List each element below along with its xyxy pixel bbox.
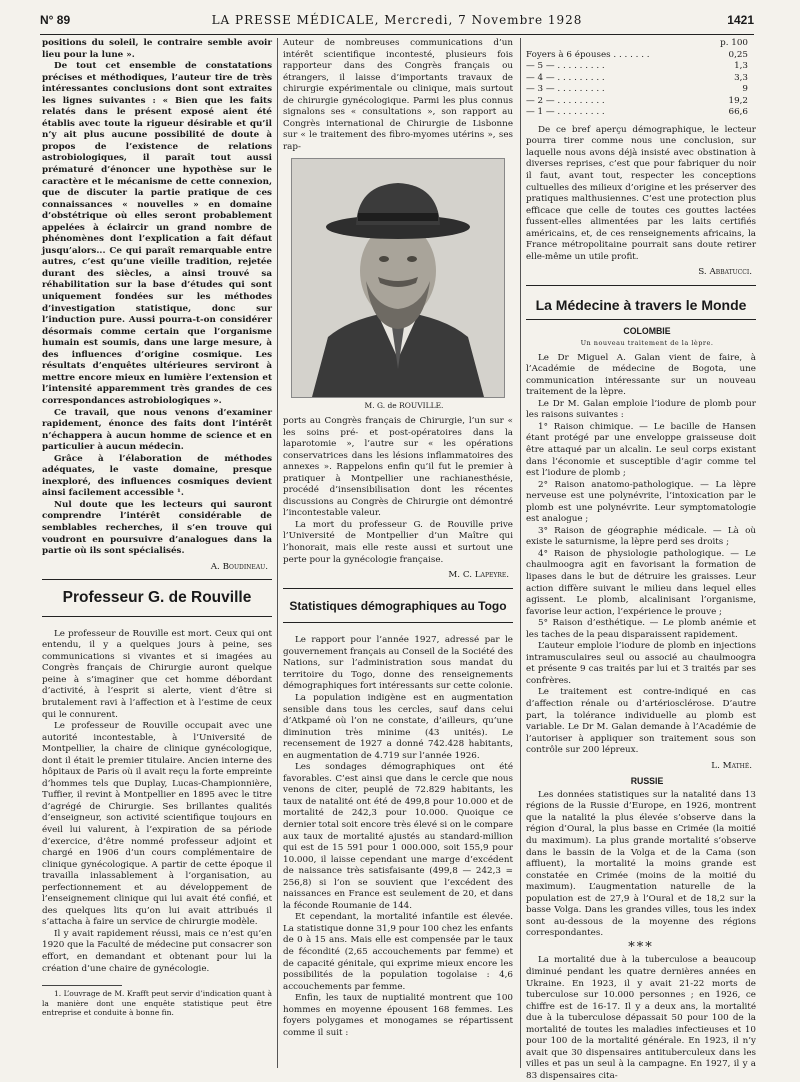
section-divider xyxy=(283,622,513,623)
household-label: Foyers à 6 épouses . . . . . . . xyxy=(526,49,650,60)
section-divider xyxy=(526,319,756,320)
household-value: 1,3 xyxy=(734,61,748,72)
issue-number: N° 89 xyxy=(40,13,71,27)
paragraph: Le Dr Miguel A. Galan vient de faire, à l’Académie de médecine de Bogota, une communication intéressante sur un nouveau traitement de la lèpre. xyxy=(526,352,756,398)
household-value: 66,6 xyxy=(728,107,748,118)
paragraph: La population indigène est en augmentation sensible dans tous les cercles, sauf dans celui d’Atkpamé où l’on ne constate, d’ailleurs, qu’une diminution très minime (43 unités). Le recensement de 1927 a donné 742.428 habitants, en augmentation de 4.719 sur l’année 1926. xyxy=(283,692,513,761)
page-header xyxy=(40,10,754,35)
paragraph: Ce travail, que nous venons d’examiner rapidement, énonce des faits dont l’intérêt n’échappera à aucun homme de science et en particulier à aucun médecin. xyxy=(42,407,272,453)
country-heading: COLOMBIE xyxy=(623,326,671,337)
paragraph: 5° Raison d’esthétique. — Le plomb anémie et les taches de la peau disparaissent rapidement. xyxy=(526,618,756,640)
column-1 xyxy=(42,38,272,1017)
households-table xyxy=(526,50,748,119)
paragraph: La mortalité due à la tuberculose a beaucoup diminué pendant les quatre dernières années en Ukraine. En 1923, il y avait 21-22 morts de tuberculose sur 10.000 personnes ; en 1926, ce chiffre est de 16-17. Il y a deux ans, la mortalité due à la tuberculose dépassait 50 pour 100 de la mortalité de toutes les maladies infectieuses et 10 pour 100 de la mortalité générale. En 1923, il n’y avait que 30 dispensaires antituberculeux dans les villes et pas un seul à la campagne. En 1927, il y a 83 dispensaires cita- xyxy=(526,955,756,1081)
footnote: 1. L’ouvrage de M. Krafft peut servir d’indication quant à la manière dont une enquête statistique peut être entreprise et conduite à bonne fin. xyxy=(42,989,272,1017)
household-label: — 4 — . . . . . . . . . xyxy=(526,72,605,83)
paragraph: Le professeur de Rouville occupait avec une autorité incontestable, à l’Université de Montpellier, la chaire de clinique gynécologique, dont il était le premier titulaire. Ancien interne des hôpitaux de Paris où il avait reçu la forte empreinte d’hommes tels que Duplay, Lucas-Championnière, Tuffier, il revint à Montpellier en 1895 avec le titre d’agrégé de Chirurgie. Ses brillantes qualités d’enseigneur, son activité scientifique toujours en éveil lui valurent, à l’expiration de sa période d’exercice, d’être nommé professeur adjoint et chargé en 1906 d’un cours complémentaire de clinique gynécologique. A partir de cette époque il travailla inlassablement à l’organisation, au perfectionnement et au développement de l’enseignement clinique qui lui avait été confié, et des quelques lits qu’on lui avait attribués il s’attacha à faire un service de chirurgie modèle. xyxy=(42,721,272,928)
section-title: La Médecine à travers le Monde xyxy=(535,296,747,313)
table-row xyxy=(526,50,748,62)
paragraph: Le professeur de Rouville est mort. Ceux qui ont entendu, il y a quelques jours à peine, ses communications si vivantes et si imagées au Congrès français de Chirurgie auront quelque peine à s’imaginer que cet homme débordant d’activité, à l’esprit si alerte, vient d’être si brutalement ravi à l’affection et à l’estime de ceux qui le connurent. xyxy=(42,628,272,720)
page-number: 1421 xyxy=(727,13,754,27)
paragraph: Les données statistiques sur la natalité dans 13 régions de la Russie d’Europe, en 1926, montrent que la natalité la plus élevée s’observe dans la région d’Oural, la plus basse en Crimée (la moitié du maximum). La plus grande mortalité s’observe dans le bassin de la Volga et de la Cama (son affluent), la mortalité la moins grande est constatée en Crimée (moins de la moitié du maximum). L’augmentation naturelle de la population est de 27,9 à l’Oural et de 18,2 sur la basse Volga. Dans les grandes villes, tous les index sont au-dessous de la moyenne des régions correspondantes. xyxy=(526,789,756,939)
article-title: Statistiques démographiques au Togo xyxy=(289,598,507,613)
household-value: 9 xyxy=(742,84,748,95)
masthead-title: LA PRESSE MÉDICALE, Mercredi, 7 Novembre 1928 xyxy=(211,13,583,27)
paragraph: Et cependant, la mortalité infantile est élevée. La statistique donne 31,9 pour 100 chez les enfants de 0 à 15 ans. Mais elle est compensée par le taux de fécondité (2,65 accouchements par femme) et de capacité génitale, qui exprime mieux encore les possibilités de la population togolaise : 4,6 accouchements par femme. xyxy=(283,912,513,992)
household-value: 0,25 xyxy=(728,49,748,60)
paragraph: 3° Raison de géographie médicale. — Là où existe le saturnisme, la lèpre perd ses droits ; xyxy=(526,525,756,548)
paragraph: 1° Raison chimique. — Le bacille de Hansen étant protégé par une enveloppe graisseuse doit être attaqué par un alcalin. Le seul corps existant dans l’économie et susceptible d’agir comme tel est l’iodure de plomb ; xyxy=(526,421,756,479)
column-rule xyxy=(277,38,278,1068)
article-title: Professeur G. de Rouville xyxy=(62,589,252,607)
subheading: Un nouveau traitement de la lèpre. xyxy=(580,339,714,348)
paragraph: Le Dr M. Galan emploie l’iodure de plomb pour les raisons suivantes : xyxy=(526,398,756,421)
paragraph: Le rapport pour l’année 1927, adressé par le gouvernement français au Conseil de la Société des Nations, sur l’administration sous mandat du territoire du Togo, donne des renseignements démographiques fort intéressants sur cette colonie. xyxy=(283,635,514,692)
table-row xyxy=(526,84,748,96)
household-label: — 2 — . . . . . . . . . xyxy=(526,95,605,106)
paragraph: Les sondages démographiques ont été favorables. C’est ainsi que dans le cercle que nous venons de citer, peuplé de 72.829 habitants, les taux de natalité ont été de 499,8 pour 10.000 et de mortalité de 242,3 pour 10.000. Quoique ce dernier total soit encore très élevé si on le compare aux taux de mortalité ajustés au standard-million qui est de 15 591 pour 1 000.000, soit 155,9 pour 10.000, il laisse cependant une marge d’excédent de naissance très satisfaisante (499,8 — 242,3 = 256,8) si l’on se souvient que l’excédent des naissances en France est seulement de 20, et dans la féconde Roumanie de 144. xyxy=(283,762,513,911)
household-label: — 5 — . . . . . . . . . xyxy=(526,61,605,72)
household-label: — 1 — . . . . . . . . . xyxy=(526,107,605,118)
household-value: 3,3 xyxy=(734,72,748,83)
paragraph: ports au Congrès français de Chirurgie, l’un sur « les soins pré- et post-opératoires dans la laparotomie », l’autre sur « les opérations conservatrices dans les lésions inflammatoires des annexes ». Rappelons enfin qu’il fut le premier à pratiquer à Montpellier une rachianesthésie, procédé d’insensibilisation dont les récentes discussions au Congrès de Chirurgie ont démontré l’incontestable valeur. xyxy=(283,416,513,519)
section-divider xyxy=(42,579,272,580)
column-3 xyxy=(526,38,756,1082)
table-row xyxy=(526,73,748,85)
portrait-illustration xyxy=(292,159,504,397)
column-rule xyxy=(520,38,521,1068)
photo-caption: M. G. de ROUVILLE. xyxy=(364,401,444,411)
paragraph: De ce bref aperçu démographique, le lecteur pourra tirer comme nous une conclusion, sur laquelle nous avons déjà insisté avec obstination à diverses reprises, c’est que pour fabriquer du noir il faut, avant tout, respecter les conceptions cultuelles des milieux d’origine et les préserver des pratiques malthusiennes. C’est une protection plus efficace que celle de toutes ces gouttes lactées fussent-elles alimentées par les laits certifiés américains, et, de ces renseignements africains, la France métropolitaine pourrait sans doute retirer elle-même un utile profit. xyxy=(526,124,756,262)
section-divider xyxy=(526,285,756,286)
paragraph: Nul doute que les lecteurs qui sauront comprendre l’intérêt considérable de semblables recherches, il s’en trouve qui voudront en poursuivre d’analogues dans la partie où ils sont spécialisés. xyxy=(42,499,272,557)
section-divider xyxy=(283,588,513,589)
section-stars: *** xyxy=(628,939,654,955)
country-heading: RUSSIE xyxy=(630,776,664,787)
paragraph: Le traitement est contre-indiqué en cas d’affection rénale ou d’artériosclérose. D’autre part, la tolérance individuelle au plomb est variable. Le Dr M. Galan demande à l’Académie de l’autoriser à appliquer son traitement sous son contrôle sur 200 lépreux. xyxy=(526,687,756,756)
paragraph: positions du soleil, le contraire semble avoir lieu pour la lune ». xyxy=(42,38,272,60)
paragraph: 2° Raison anatomo-pathologique. — La lèpre nerveuse est une polynévrite, l’intoxication par le plomb est une polynévrite. Leur symptomatologie est analogue ; xyxy=(526,479,756,525)
author-signature: A. Boudineau. xyxy=(210,561,268,572)
paragraph: Enfin, les taux de nuptialité montrent que 100 hommes en moyenne épousent 168 femmes. Les foyers polygames et monogames se répartissent comme il suit : xyxy=(283,993,513,1038)
paragraph: De tout cet ensemble de constatations précises et méthodiques, l’auteur tire de très intéressantes conclusions dont sont extraites les lignes suivantes : « Bien que les faits relatés dans le présent exposé aient été établis avec toute la rigueur désirable et qu’il n’y ait plus aucune possibilité de doute à propos de l’existence de relations astrobiologiques, il paraît tout aussi prématuré d’énoncer une hypothèse sur le caractère et le mécanisme de cette connexion, que de discuter la partie pratique de ces connaissances « nouvelles » en domaine d’obstétrique où elles seront probablement appelées à éclaircir un grand nombre de phénomènes dont l’explication a fait défaut jusqu’alors... Ce qui paraît remarquable entre autres, c’est qu’une vieille tradition, rejetée durant des siècles, a ainsi trouvé sa réhabilitation sur la base d’études qui sont uniquement fondées sur les méthodes d’investigation statistique, donc sur l’induction pure. Aussi pourra-t-on considérer désormais comme certain que l’organisme humain est soumis, dans une large mesure, à des influences d’origine cosmique. Les résultats d’enquêtes ultérieures serviront à mettre encore mieux en lumière l’extension et l’intensité apparemment très grandes de ces correspondances astrobiologiques ». xyxy=(42,61,272,406)
table-row xyxy=(526,107,748,119)
portrait-photo xyxy=(291,158,505,398)
paragraph: Auteur de nombreuses communications d’un intérêt scientifique incontesté, plusieurs fois rapporteur dans des Congrès français ou étrangers, il laisse d’importants travaux de chirurgie expérimentale ou clinique, mais surtout de chirurgie gynécologique. Parmi les plus connus signalons ses « consultations », son rapport au Congrès international de Chirurgie de Lisbonne sur « le traitement des fibro-myomes utérins », ses rap- xyxy=(283,38,513,152)
paragraph: Il y avait rapidement réussi, mais ce n’est qu’en 1920 que la Faculté de médecine put consacrer son effort, en demandant et obtenant pour lui la création d’une chaire de gynécologie. xyxy=(42,928,272,974)
table-row xyxy=(526,61,748,73)
paragraph: La mort du professeur G. de Rouville prive l’Université de Montpellier d’un Maître qui l’honorait, mais elle reste aussi et surtout une perte pour la gynécologie française. xyxy=(283,519,513,565)
paragraph: Grâce à l’élaboration de méthodes adéquates, le vaste domaine, presque inexploré, des influences cosmiques devient ainsi facilement accessible ¹. xyxy=(42,453,272,499)
column-2 xyxy=(283,38,513,1039)
table-row xyxy=(526,96,748,108)
author-signature: M. C. Lapeyre. xyxy=(448,570,509,581)
household-label: — 3 — . . . . . . . . . xyxy=(526,84,605,95)
footnote-rule xyxy=(42,985,122,986)
author-signature: S. Abbatucci. xyxy=(698,267,752,278)
section-divider xyxy=(42,616,272,617)
author-signature: L. Mathé. xyxy=(711,760,752,771)
paragraph: L’auteur emploie l’iodure de plomb en injections intramusculaires seul ou associé au chaulmoogra et présente 9 cas traités par lui et 3 traités par ses confrères. xyxy=(526,641,756,686)
household-value: 19,2 xyxy=(728,95,748,106)
table-unit: p. 100 xyxy=(720,38,748,48)
paragraph: 4° Raison de physiologie pathologique. — Le chaulmoogra agit en favorisant la formation de lipases dans le but de détruire les graisses. Leur action diffère suivant le milieu dans lequel elles agissent. Le plomb, alcalinisant l’organisme, favorise leur action, l’expérience le prouve ; xyxy=(526,548,756,617)
